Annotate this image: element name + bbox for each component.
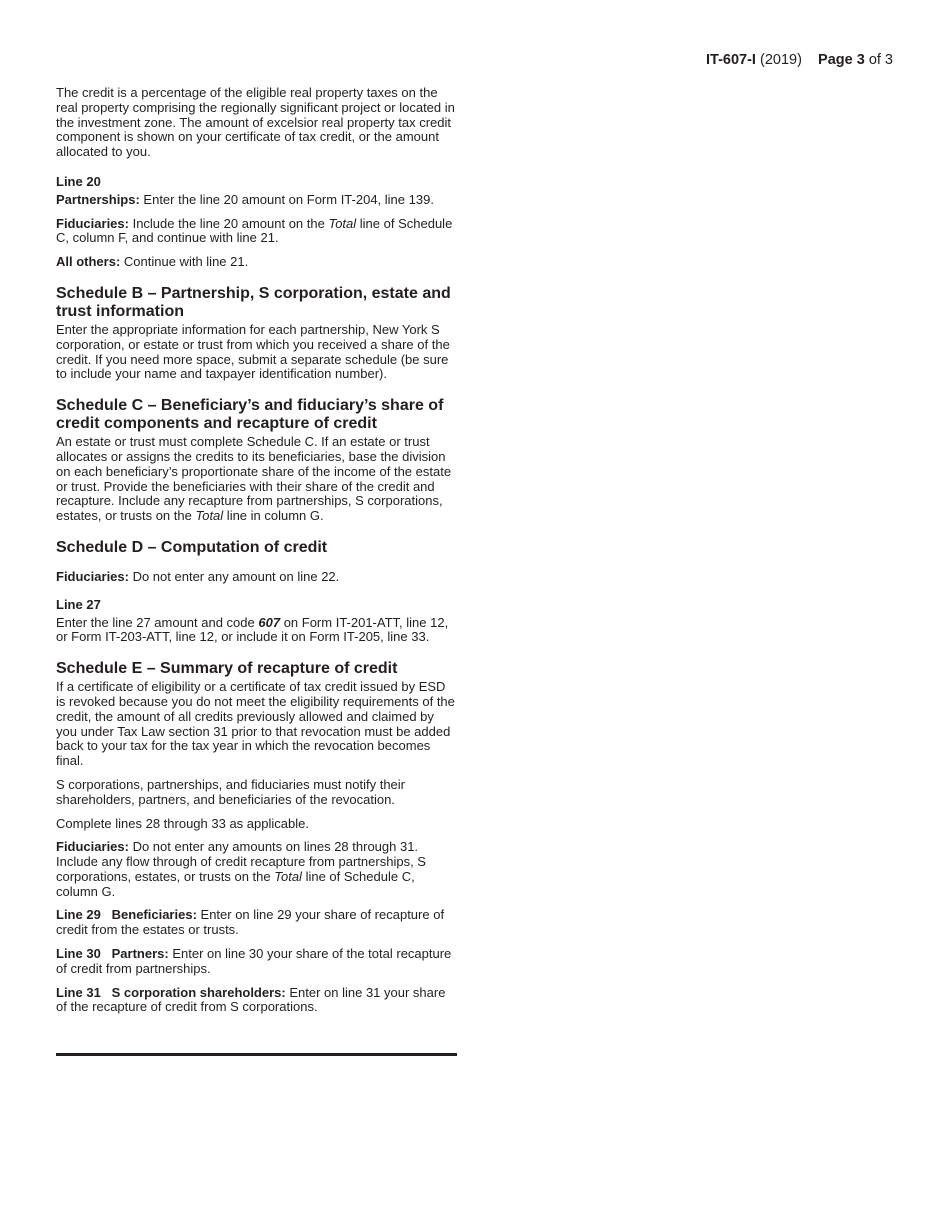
schedule-e-paragraph-2: S corporations, partnerships, and fiduciaries must notify their shareholders, partners, and beneficiaries of the revocation.	[56, 776, 406, 807]
end-rule	[56, 1053, 457, 1056]
page-label: Page 3	[818, 52, 865, 68]
schedule-e-fiduciaries	[56, 840, 457, 899]
page-header	[706, 52, 893, 68]
schedule-d-fiduciaries-text: Do not enter any amount on line 22.	[128, 568, 340, 584]
line20-partnerships-label: Partnerships:	[56, 191, 140, 207]
line29-paragraph	[56, 908, 457, 938]
line20-allothers-text: Continue with line 21.	[120, 254, 249, 270]
line20-fiduciaries	[56, 217, 457, 247]
intro-paragraph: The credit is a percentage of the eligible real property taxes on the real property comprising the regionally significant project or located in the investment zone. The amount of excelsior real property tax credit component is shown on your certificate of tax credit, or the amount allocated to you.	[56, 85, 455, 160]
line20-fiduciaries-total: Total	[328, 215, 357, 231]
schedule-d-fiduciaries	[56, 570, 457, 585]
line27-text	[56, 616, 457, 646]
line30-paragraph	[56, 947, 457, 977]
schedule-c-text-1: An estate or trust must complete Schedule C. If an estate or trust allocates or assigns the credits to its beneficiaries, base the division on each beneficiary’s proportionate share of the income of the estate or trust. Provide the beneficiaries with their share of the credit and recapture. Include any recapture from partnerships, S corporations, estates, or trusts on the	[56, 434, 452, 524]
schedule-e-fiduciaries-text-2: line of Schedule C, column G.	[56, 868, 415, 899]
schedule-b-heading: Schedule B – Partnership, S corporation, estate and trust information	[56, 284, 451, 320]
schedule-d-heading: Schedule D – Computation of credit	[56, 538, 328, 556]
line29-label: Line 29 Beneficiaries:	[56, 907, 197, 923]
line27-text-1: Enter the line 27 amount and code	[56, 614, 259, 630]
line20-partnerships	[56, 193, 457, 208]
page-of: of 3	[868, 52, 893, 68]
line27-text-2: on Form IT-201-ATT, line 12, or Form IT-203-ATT, line 12, or include it on Form IT-205, line 33.	[56, 614, 449, 645]
schedule-c-heading: Schedule C – Beneficiary’s and fiduciary’s share of credit components and recapture of credit	[56, 397, 444, 433]
schedule-e-heading: Schedule E – Summary of recapture of credit	[56, 660, 398, 678]
line27-code: 607	[258, 614, 281, 630]
line20-allothers	[56, 255, 457, 270]
schedule-e-fiduciaries-total: Total	[274, 868, 302, 884]
schedule-c-text-2: line in column G.	[223, 508, 324, 524]
form-year: (2019)	[759, 52, 802, 68]
line20-fiduciaries-text-2: line of Schedule C, column F, and continue with line 21.	[56, 215, 453, 246]
form-id: IT-607-I	[705, 52, 756, 68]
schedule-b-text: Enter the appropriate information for each partnership, New York S corporation, or estate or trust from which you received a share of the credit. If you need more space, submit a separate schedule (be sure to include your name and taxpayer identification number).	[56, 321, 450, 382]
line29-text: Enter on line 29 your share of recapture of credit from the estates or trusts.	[56, 907, 445, 938]
line31-paragraph	[56, 986, 457, 1016]
line30-label: Line 30 Partners:	[56, 946, 169, 962]
line20-heading: Line 20	[56, 173, 101, 189]
schedule-c-text	[56, 435, 457, 524]
line31-label: Line 31 S corporation shareholders:	[56, 984, 286, 1000]
schedule-e-paragraph-3: Complete lines 28 through 33 as applicable.	[56, 815, 309, 831]
schedule-e-paragraph-1: If a certificate of eligibility or a certificate of tax credit issued by ESD is revoked because you do not meet the eligibility requirements of the credit, the amount of all credits previously allowed and claimed by you under Tax Law section 31 prior to that revocation must be added back to your tax for the tax year in which the revocation becomes final.	[56, 679, 455, 769]
schedule-e-fiduciaries-label: Fiduciaries:	[56, 839, 129, 855]
line20-partnerships-text: Enter the line 20 amount on Form IT-204, line 139.	[139, 191, 434, 207]
schedule-c-total: Total	[195, 508, 224, 524]
schedule-d-fiduciaries-label: Fiduciaries:	[56, 568, 129, 584]
line30-text: Enter on line 30 your share of the total recapture of credit from partnerships.	[56, 946, 452, 976]
line20-fiduciaries-text-1: Include the line 20 amount on the	[128, 215, 329, 231]
line20-fiduciaries-label: Fiduciaries:	[56, 215, 129, 231]
schedule-e-fiduciaries-text-1: Do not enter any amounts on lines 28 through 31. Include any flow through of credit recapture from partnerships, S corporations, estates, or trusts on the	[56, 839, 426, 884]
line31-text: Enter on line 31 your share of the recapture of credit from S corporations.	[56, 984, 446, 1015]
line20-allothers-label: All others:	[56, 254, 121, 270]
line27-heading: Line 27	[56, 596, 101, 612]
instructions-column	[56, 86, 457, 1024]
